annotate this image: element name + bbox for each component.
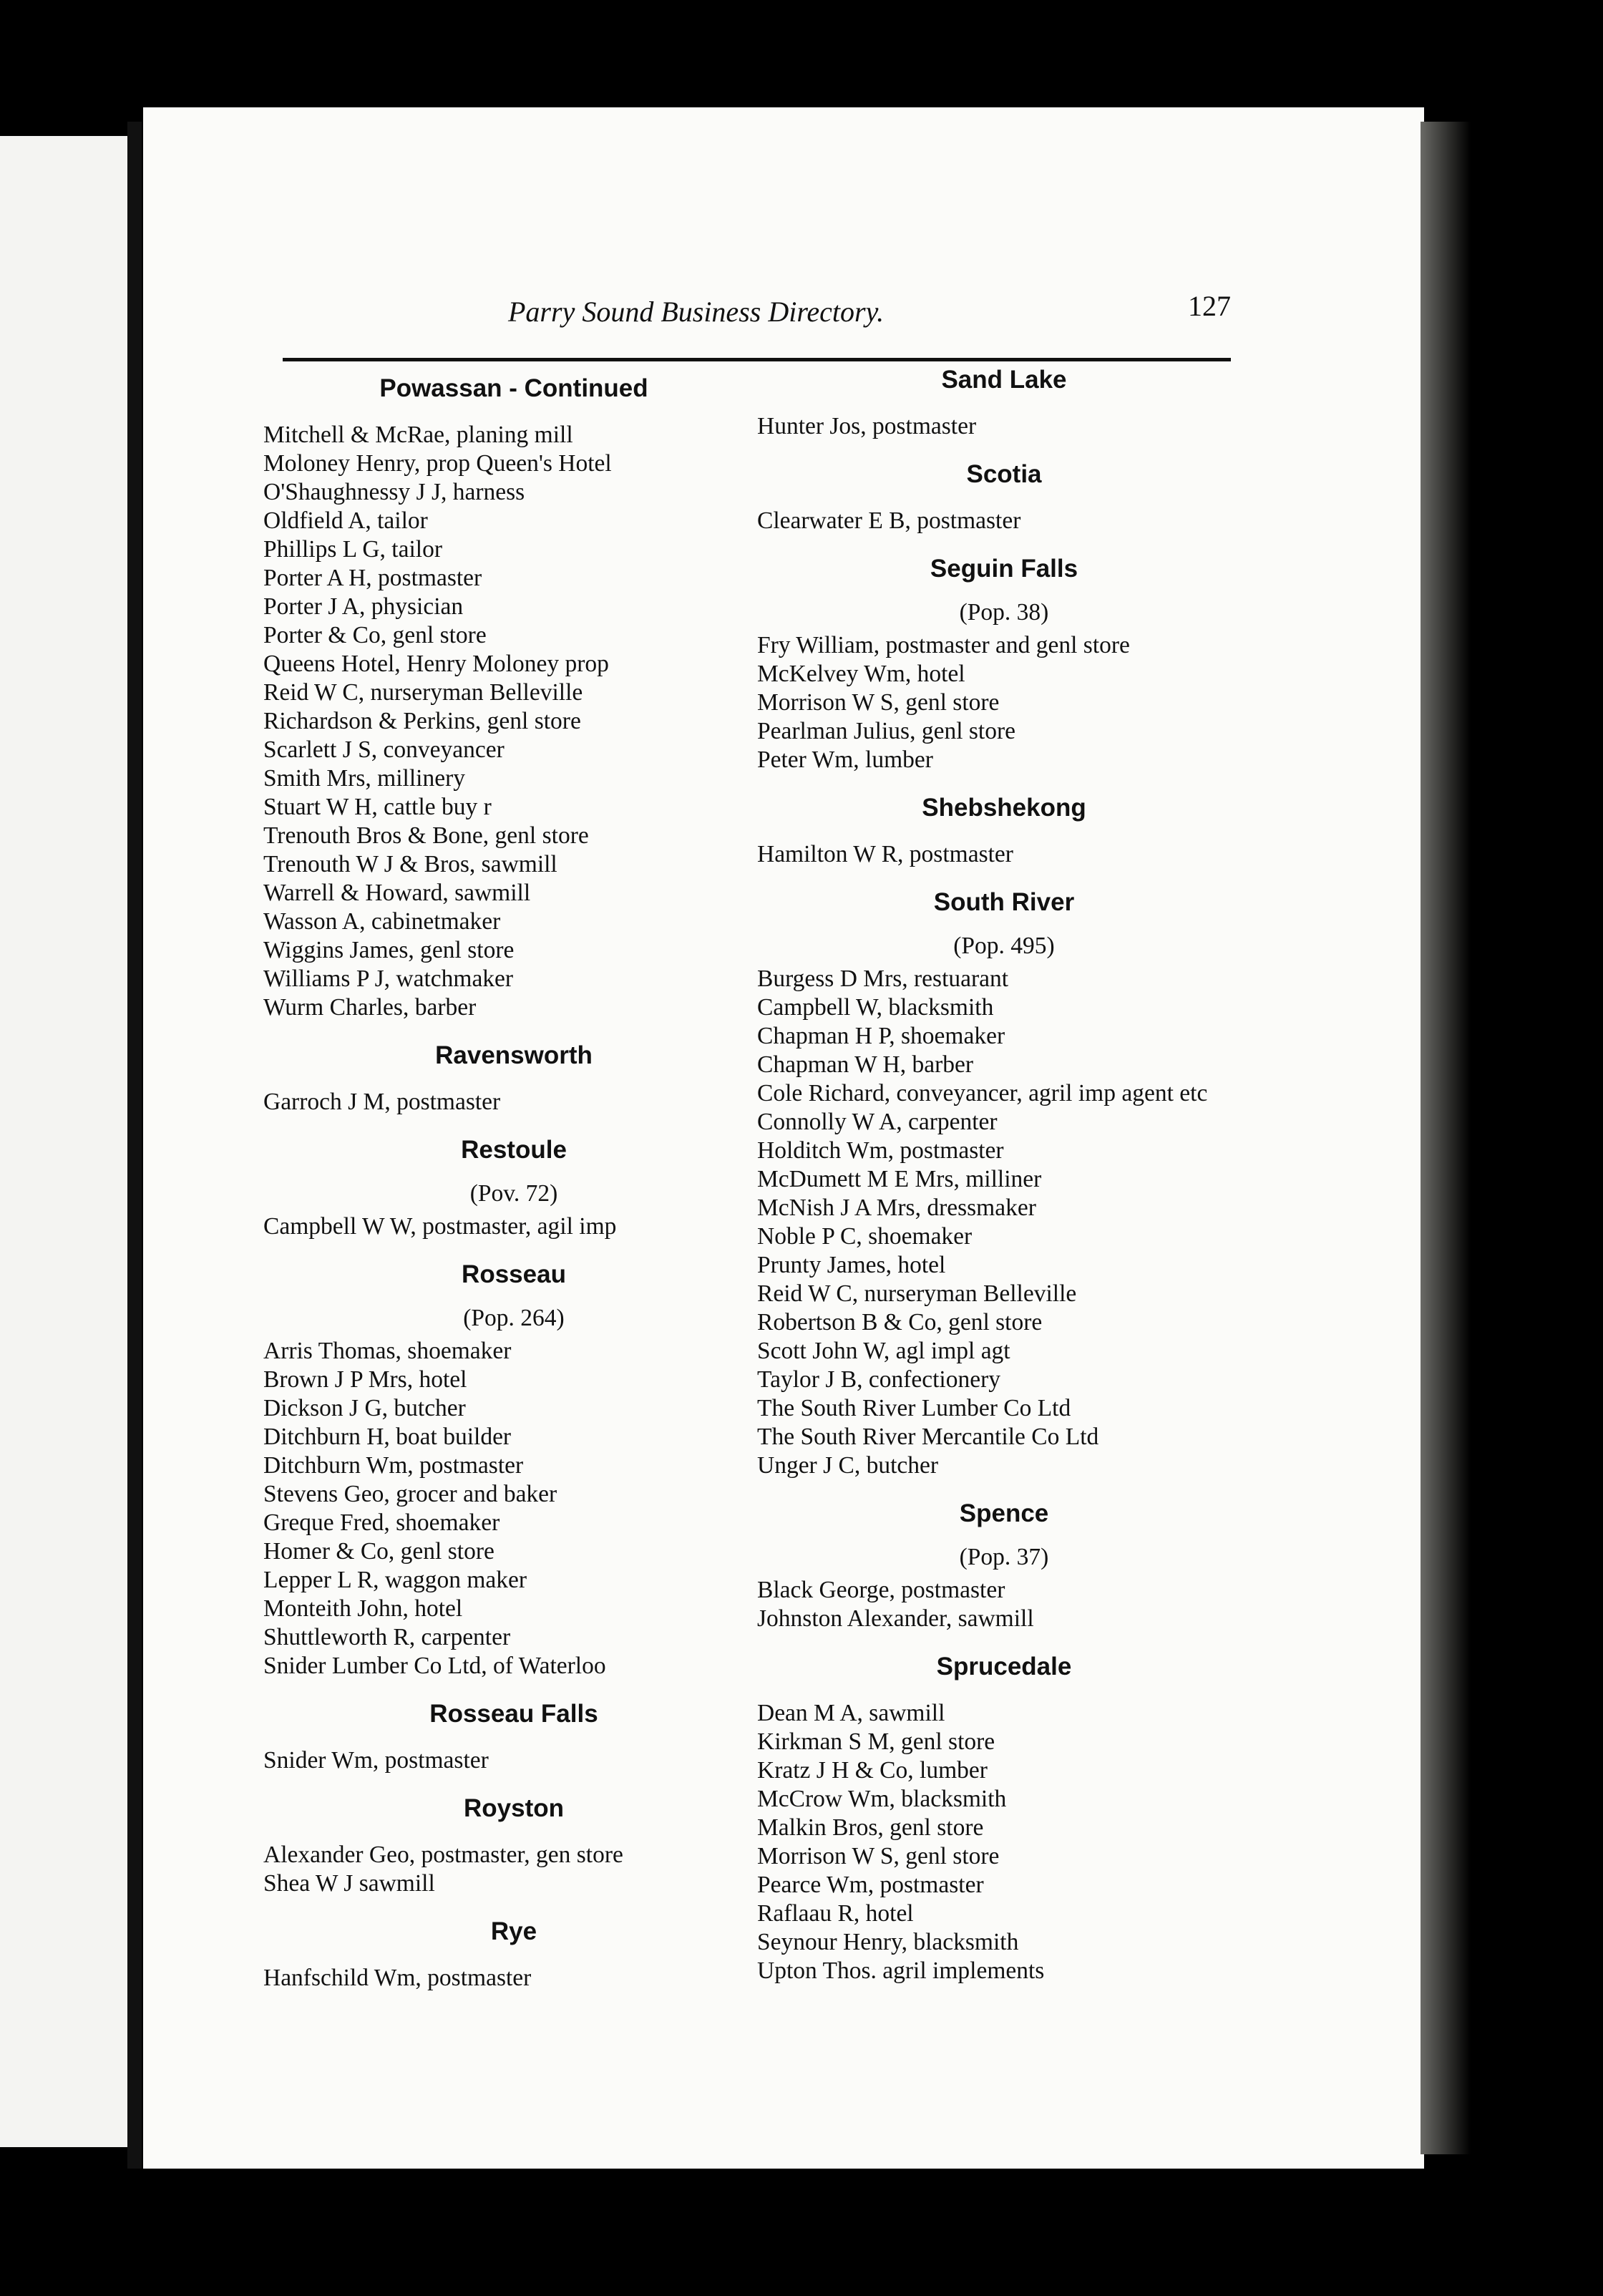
directory-entry: Fry William, postmaster and genl store — [757, 632, 1130, 658]
directory-entry: Burgess D Mrs, restuarant — [757, 965, 1009, 992]
section-restoule — [263, 1134, 764, 1241]
section-heading: South River — [933, 888, 1075, 916]
section-sand-lake — [757, 364, 1251, 441]
section-spence — [757, 1497, 1251, 1633]
page-number: 127 — [1188, 290, 1231, 322]
section-rye — [263, 1915, 764, 1993]
directory-entry: Dean M A, sawmill — [757, 1700, 945, 1726]
directory-entry: Peter Wm, lumber — [757, 746, 933, 773]
directory-entry: Campbell W, blacksmith — [757, 994, 994, 1021]
section-heading: Scotia — [966, 460, 1042, 488]
population-note: (Pop. 37) — [959, 1544, 1049, 1570]
section-rosseau-falls — [263, 1698, 764, 1775]
directory-entry: Scott John W, agl impl agt — [757, 1338, 1010, 1364]
directory-entry: Phillips L G, tailor — [263, 536, 443, 563]
directory-entry: McDumett M E Mrs, milliner — [757, 1166, 1042, 1192]
section-heading: Sprucedale — [936, 1653, 1072, 1680]
directory-entry: Monteith John, hotel — [263, 1595, 463, 1622]
directory-entry: Williams P J, watchmaker — [263, 965, 514, 992]
directory-entry: Campbell W W, postmaster, agil imp — [263, 1213, 617, 1240]
directory-entry: Upton Thos. agril implements — [757, 1957, 1045, 1984]
section-royston — [263, 1792, 764, 1898]
directory-entry: Malkin Bros, genl store — [757, 1814, 984, 1841]
directory-entry: Chapman H P, shoemaker — [757, 1023, 1005, 1049]
section-heading: Powassan - Continued — [379, 374, 648, 402]
directory-entry: Porter & Co, genl store — [263, 622, 487, 648]
directory-entry: Reid W C, nurseryman Belleville — [263, 679, 583, 706]
directory-entry: Scarlett J S, conveyancer — [263, 736, 505, 763]
population-note: (Pop. 264) — [463, 1305, 565, 1331]
directory-entry: Clearwater E B, postmaster — [757, 507, 1021, 534]
directory-entry: Unger J C, butcher — [757, 1452, 939, 1479]
section-scotia — [757, 458, 1251, 535]
directory-entry: Taylor J B, confectionery — [757, 1366, 1000, 1393]
directory-entry: Alexander Geo, postmaster, gen store — [263, 1842, 623, 1868]
directory-entry: Smith Mrs, millinery — [263, 765, 465, 792]
section-heading: Royston — [464, 1794, 564, 1822]
directory-entry: Snider Lumber Co Ltd, of Waterloo — [263, 1653, 606, 1679]
directory-entry: Trenouth Bros & Bone, genl store — [263, 822, 589, 849]
section-heading: Rosseau Falls — [429, 1700, 598, 1728]
directory-entry: Moloney Henry, prop Queen's Hotel — [263, 450, 612, 477]
directory-entry: McKelvey Wm, hotel — [757, 661, 965, 687]
directory-entry: Wiggins James, genl store — [263, 937, 515, 963]
directory-entry: Connolly W A, carpenter — [757, 1109, 998, 1135]
directory-entry: Arris Thomas, shoemaker — [263, 1338, 512, 1364]
directory-entry: Raflaau R, hotel — [757, 1900, 914, 1927]
directory-entry: Pearlman Julius, genl store — [757, 718, 1015, 744]
directory-entry: Garroch J M, postmaster — [263, 1089, 501, 1115]
section-south-river — [757, 886, 1251, 1480]
directory-entry: Hunter Jos, postmaster — [757, 413, 977, 439]
directory-entry: Kirkman S M, genl store — [757, 1728, 995, 1755]
right-column — [757, 364, 1251, 1985]
directory-entry: Hamilton W R, postmaster — [757, 841, 1013, 867]
directory-entry: Morrison W S, genl store — [757, 689, 1000, 716]
section-heading: Seguin Falls — [930, 555, 1078, 583]
directory-entry: Kratz J H & Co, lumber — [757, 1757, 988, 1784]
directory-entry: Porter A H, postmaster — [263, 565, 482, 591]
directory-entry: Pearce Wm, postmaster — [757, 1872, 984, 1898]
left-column — [263, 372, 764, 1993]
section-sprucedale — [757, 1650, 1251, 1985]
directory-entry: Prunty James, hotel — [757, 1252, 946, 1278]
section-heading: Shebshekong — [922, 794, 1086, 822]
section-heading: Rye — [490, 1917, 537, 1945]
directory-entry: Greque Fred, shoemaker — [263, 1509, 500, 1536]
directory-entry: Reid W C, nurseryman Belleville — [757, 1280, 1077, 1307]
directory-entry: Cole Richard, conveyancer, agril imp agent etc — [757, 1080, 1208, 1106]
directory-entry: Wasson A, cabinetmaker — [263, 908, 501, 935]
directory-entry: Lepper L R, waggon maker — [263, 1567, 527, 1593]
directory-entry: Stevens Geo, grocer and baker — [263, 1481, 557, 1507]
section-powassan-continued — [263, 372, 764, 1022]
population-note: (Pov. 72) — [469, 1180, 558, 1207]
section-seguin-falls — [757, 553, 1251, 774]
directory-entry: Dickson J G, butcher — [263, 1395, 466, 1421]
section-heading: Ravensworth — [435, 1041, 593, 1069]
header-rule — [283, 358, 1231, 361]
directory-entry: The South River Mercantile Co Ltd — [757, 1424, 1099, 1450]
directory-entry: Mitchell & McRae, planing mill — [263, 422, 573, 448]
page-edge-shadow — [1421, 122, 1471, 2154]
directory-entry: Queens Hotel, Henry Moloney prop — [263, 651, 609, 677]
directory-entry: Noble P C, shoemaker — [757, 1223, 973, 1250]
directory-entry: Porter J A, physician — [263, 593, 464, 620]
page-header — [279, 289, 1231, 339]
section-rosseau — [263, 1258, 764, 1680]
directory-entry: The South River Lumber Co Ltd — [757, 1395, 1071, 1421]
population-note: (Pop. 495) — [953, 933, 1055, 959]
section-heading: Rosseau — [462, 1260, 566, 1288]
section-heading: Sand Lake — [941, 366, 1067, 394]
section-heading: Restoule — [461, 1136, 567, 1164]
directory-entry: Trenouth W J & Bros, sawmill — [263, 851, 557, 877]
section-shebshekong — [757, 792, 1251, 869]
section-heading: Spence — [959, 1499, 1049, 1527]
section-ravensworth — [263, 1039, 764, 1117]
directory-entry: Wurm Charles, barber — [263, 994, 477, 1021]
facing-page-edge — [0, 136, 136, 2147]
directory-entry: Robertson B & Co, genl store — [757, 1309, 1043, 1336]
running-title: Parry Sound Business Directory. — [508, 296, 885, 328]
directory-entry: Chapman W H, barber — [757, 1051, 974, 1078]
directory-entry: Morrison W S, genl store — [757, 1843, 1000, 1869]
directory-entry: Black George, postmaster — [757, 1577, 1005, 1603]
directory-entry: Warrell & Howard, sawmill — [263, 880, 531, 906]
directory-entry: McCrow Wm, blacksmith — [757, 1786, 1007, 1812]
directory-entry: Snider Wm, postmaster — [263, 1747, 489, 1774]
directory-entry: Homer & Co, genl store — [263, 1538, 494, 1565]
directory-entry: Seynour Henry, blacksmith — [757, 1929, 1019, 1955]
directory-entry: Holditch Wm, postmaster — [757, 1137, 1004, 1164]
directory-entry: Johnston Alexander, sawmill — [757, 1605, 1034, 1632]
directory-entry: O'Shaughnessy J J, harness — [263, 479, 525, 505]
directory-entry: McNish J A Mrs, dressmaker — [757, 1195, 1036, 1221]
directory-entry: Oldfield A, tailor — [263, 507, 428, 534]
directory-entry: Hanfschild Wm, postmaster — [263, 1965, 532, 1991]
binding-gutter — [127, 122, 142, 2169]
directory-entry: Shea W J sawmill — [263, 1870, 435, 1897]
directory-entry: Ditchburn Wm, postmaster — [263, 1452, 524, 1479]
directory-entry: Stuart W H, cattle buy r — [263, 794, 492, 820]
directory-entry: Shuttleworth R, carpenter — [263, 1624, 511, 1650]
directory-entry: Richardson & Perkins, genl store — [263, 708, 581, 734]
directory-entry: Ditchburn H, boat builder — [263, 1424, 512, 1450]
directory-entry: Brown J P Mrs, hotel — [263, 1366, 467, 1393]
population-note: (Pop. 38) — [959, 599, 1049, 626]
